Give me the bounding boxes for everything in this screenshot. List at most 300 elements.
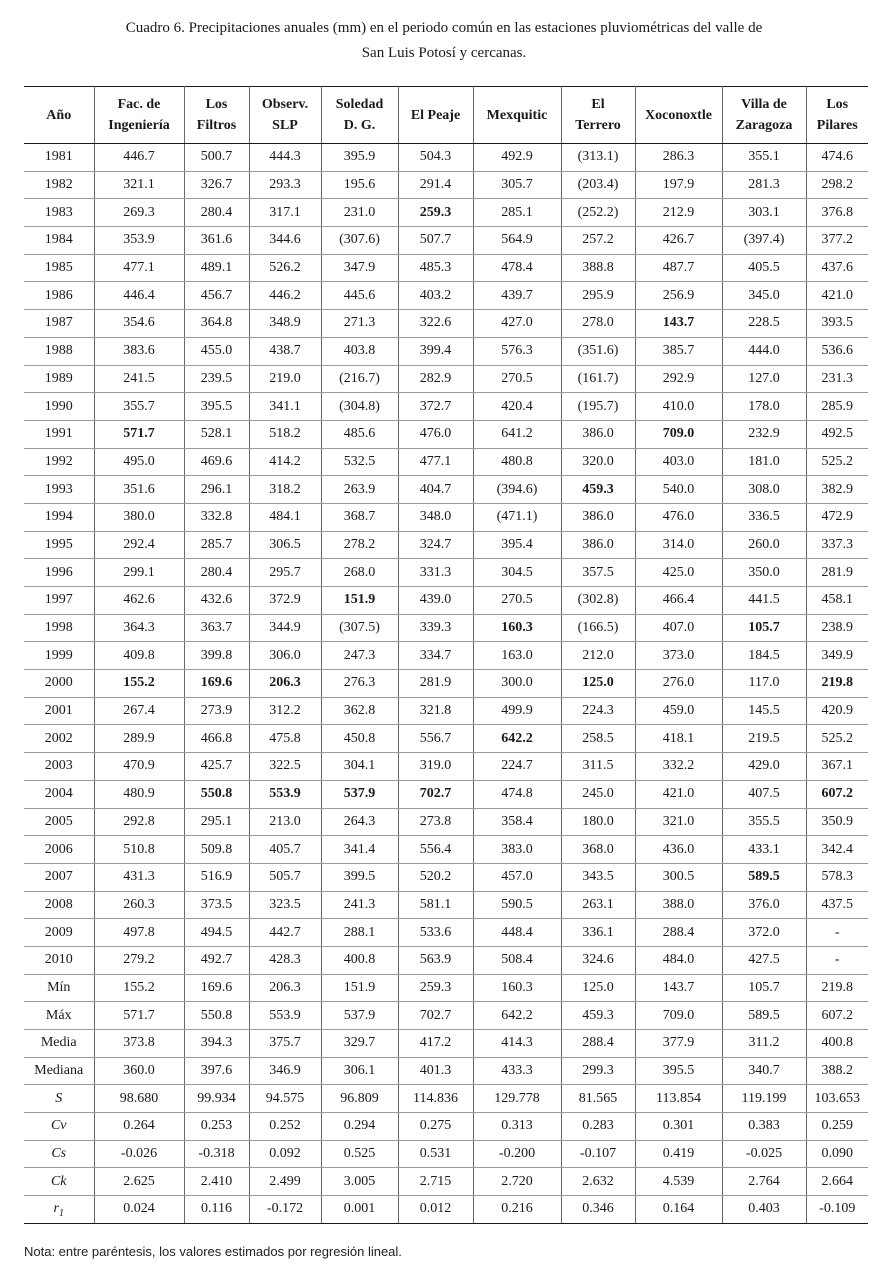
column-header-line: Año (46, 107, 72, 123)
data-cell: 0.275 (398, 1113, 473, 1141)
data-cell: 556.7 (398, 725, 473, 753)
data-cell: 537.9 (321, 780, 398, 808)
row-label-text: 2005 (44, 813, 73, 829)
data-cell: 344.6 (249, 227, 321, 255)
table-row (24, 1057, 868, 1085)
data-cell: 105.7 (722, 974, 806, 1002)
data-cell: 143.7 (635, 974, 722, 1002)
data-cell: 489.1 (184, 254, 249, 282)
data-cell: 472.9 (806, 503, 868, 531)
data-cell: 571.7 (94, 1002, 184, 1030)
data-cell: (307.5) (321, 614, 398, 642)
data-cell: 129.778 (473, 1085, 561, 1113)
data-cell: 401.3 (398, 1057, 473, 1085)
data-cell: 589.5 (722, 1002, 806, 1030)
row-label-text: 1993 (44, 481, 73, 497)
data-cell: 0.264 (94, 1113, 184, 1141)
data-cell: 363.7 (184, 614, 249, 642)
data-cell: 474.6 (806, 144, 868, 172)
table-row (24, 587, 868, 615)
data-cell: 281.9 (806, 559, 868, 587)
table-header-row (24, 87, 868, 144)
data-cell: 219.0 (249, 365, 321, 393)
row-label-text: Mediana (34, 1063, 84, 1079)
data-cell: 418.1 (635, 725, 722, 753)
row-label (24, 1113, 94, 1141)
data-cell: 0.403 (722, 1196, 806, 1224)
data-cell: 702.7 (398, 780, 473, 808)
data-cell: 388.0 (635, 891, 722, 919)
row-label-text: 1997 (44, 592, 73, 608)
data-cell: 474.8 (473, 780, 561, 808)
data-cell: 285.1 (473, 199, 561, 227)
table-row (24, 863, 868, 891)
data-cell: 2.720 (473, 1168, 561, 1196)
data-cell: 276.3 (321, 670, 398, 698)
data-cell: 480.8 (473, 448, 561, 476)
data-cell: 98.680 (94, 1085, 184, 1113)
data-cell: 314.0 (635, 531, 722, 559)
data-cell: 339.3 (398, 614, 473, 642)
data-cell: 281.9 (398, 670, 473, 698)
column-header-line: Ingeniería (108, 118, 170, 133)
data-cell: 439.7 (473, 282, 561, 310)
table-row (24, 310, 868, 338)
row-label-text: Cs (51, 1146, 67, 1162)
table-row (24, 780, 868, 808)
column-header-line: Xoconoxtle (645, 107, 712, 123)
data-cell: 351.6 (94, 476, 184, 504)
data-cell: 355.1 (722, 144, 806, 172)
table-row (24, 1030, 868, 1058)
data-cell: 260.0 (722, 531, 806, 559)
data-cell: 264.3 (321, 808, 398, 836)
table-row (24, 725, 868, 753)
data-cell: 403.0 (635, 448, 722, 476)
column-header-line: Observ. (261, 97, 309, 112)
data-cell: 354.6 (94, 310, 184, 338)
data-cell: 533.6 (398, 919, 473, 947)
row-label (24, 780, 94, 808)
row-label-text: 1990 (44, 398, 73, 414)
row-label (24, 310, 94, 338)
data-cell: -0.318 (184, 1140, 249, 1168)
row-label (24, 476, 94, 504)
column-header (635, 87, 722, 144)
column-header-line: El (591, 97, 605, 112)
data-cell: 291.4 (398, 171, 473, 199)
data-cell: 343.5 (561, 863, 635, 891)
data-cell: 525.2 (806, 448, 868, 476)
data-cell: 0.216 (473, 1196, 561, 1224)
data-cell: 337.3 (806, 531, 868, 559)
data-cell: 151.9 (321, 587, 398, 615)
data-cell: 373.5 (184, 891, 249, 919)
data-cell: 425.0 (635, 559, 722, 587)
data-cell: 607.2 (806, 1002, 868, 1030)
data-cell: 403.2 (398, 282, 473, 310)
row-label-text: 1999 (44, 647, 73, 663)
data-cell: 336.5 (722, 503, 806, 531)
column-header-line: Soledad (335, 97, 384, 112)
data-cell: 332.8 (184, 503, 249, 531)
data-cell: 433.3 (473, 1057, 561, 1085)
row-label-text: Ck (50, 1173, 67, 1189)
data-cell: 117.0 (722, 670, 806, 698)
data-cell: 231.3 (806, 365, 868, 393)
row-label (24, 144, 94, 172)
row-label-text: 1996 (44, 564, 73, 580)
data-cell: 0.164 (635, 1196, 722, 1224)
data-cell: 499.9 (473, 697, 561, 725)
data-cell: 456.7 (184, 282, 249, 310)
data-cell: 553.9 (249, 1002, 321, 1030)
data-cell: 2.715 (398, 1168, 473, 1196)
data-cell: 288.1 (321, 919, 398, 947)
data-cell: 556.4 (398, 836, 473, 864)
data-cell: 505.7 (249, 863, 321, 891)
data-cell: 445.6 (321, 282, 398, 310)
data-cell: 377.2 (806, 227, 868, 255)
data-cell: 213.0 (249, 808, 321, 836)
data-cell: 709.0 (635, 420, 722, 448)
row-label (24, 863, 94, 891)
row-label-text: 1989 (44, 370, 73, 386)
data-cell: 516.9 (184, 863, 249, 891)
data-cell: - (806, 946, 868, 974)
data-cell: 495.0 (94, 448, 184, 476)
data-cell: 321.8 (398, 697, 473, 725)
data-cell: 319.0 (398, 753, 473, 781)
data-cell: 279.2 (94, 946, 184, 974)
row-label (24, 1002, 94, 1030)
row-label-text: Mín (47, 979, 71, 995)
data-cell: 368.0 (561, 836, 635, 864)
data-cell: 263.9 (321, 476, 398, 504)
data-cell: 155.2 (94, 670, 184, 698)
data-cell: 280.4 (184, 559, 249, 587)
data-cell: 326.7 (184, 171, 249, 199)
row-label-text: 1992 (44, 453, 73, 469)
row-label (24, 725, 94, 753)
data-cell: 299.1 (94, 559, 184, 587)
data-cell: 536.6 (806, 337, 868, 365)
data-cell: 105.7 (722, 614, 806, 642)
row-label-text: 1981 (44, 149, 73, 165)
data-cell: 322.5 (249, 753, 321, 781)
data-cell: 457.0 (473, 863, 561, 891)
data-cell: (252.2) (561, 199, 635, 227)
row-label-text: r (53, 1200, 59, 1216)
table-row (24, 808, 868, 836)
data-cell: 160.3 (473, 974, 561, 1002)
data-cell: 0.024 (94, 1196, 184, 1224)
data-cell: 346.9 (249, 1057, 321, 1085)
data-cell: 355.5 (722, 808, 806, 836)
data-cell: (216.7) (321, 365, 398, 393)
data-cell: 329.7 (321, 1030, 398, 1058)
data-cell: 350.0 (722, 559, 806, 587)
data-cell: 267.4 (94, 697, 184, 725)
column-header-line: Los (205, 97, 228, 112)
row-label-text: 2008 (44, 896, 73, 912)
data-cell: 355.7 (94, 393, 184, 421)
row-label (24, 559, 94, 587)
data-cell: 311.2 (722, 1030, 806, 1058)
data-cell: 296.1 (184, 476, 249, 504)
table-row (24, 614, 868, 642)
table-row (24, 1140, 868, 1168)
data-cell: 127.0 (722, 365, 806, 393)
column-header-line: D. G. (343, 118, 376, 133)
data-cell: 397.6 (184, 1057, 249, 1085)
data-cell: 518.2 (249, 420, 321, 448)
data-cell: 228.5 (722, 310, 806, 338)
data-cell: 421.0 (635, 780, 722, 808)
data-cell: 247.3 (321, 642, 398, 670)
data-cell: 368.7 (321, 503, 398, 531)
data-cell: 257.2 (561, 227, 635, 255)
table-row (24, 974, 868, 1002)
table-row (24, 144, 868, 172)
row-label (24, 171, 94, 199)
row-label-subscript: 1 (58, 1207, 64, 1219)
data-cell: 219.5 (722, 725, 806, 753)
data-cell: 184.5 (722, 642, 806, 670)
data-cell: 311.5 (561, 753, 635, 781)
row-label (24, 365, 94, 393)
data-cell: 271.3 (321, 310, 398, 338)
data-cell: 285.7 (184, 531, 249, 559)
data-cell: 400.8 (321, 946, 398, 974)
data-cell: 377.9 (635, 1030, 722, 1058)
data-cell: 113.854 (635, 1085, 722, 1113)
data-cell: 263.1 (561, 891, 635, 919)
data-cell: 293.3 (249, 171, 321, 199)
data-cell: 239.5 (184, 365, 249, 393)
data-cell: 407.5 (722, 780, 806, 808)
data-cell: (166.5) (561, 614, 635, 642)
data-cell: 395.4 (473, 531, 561, 559)
table-row (24, 227, 868, 255)
table-row (24, 891, 868, 919)
data-cell: 295.1 (184, 808, 249, 836)
data-cell: 433.1 (722, 836, 806, 864)
data-cell: 219.8 (806, 974, 868, 1002)
data-cell: 431.3 (94, 863, 184, 891)
data-cell: 383.0 (473, 836, 561, 864)
data-cell: 550.8 (184, 780, 249, 808)
data-cell: 336.1 (561, 919, 635, 947)
row-label (24, 974, 94, 1002)
data-cell: 259.3 (398, 199, 473, 227)
data-cell: 702.7 (398, 1002, 473, 1030)
data-cell: 206.3 (249, 670, 321, 698)
data-cell: 219.8 (806, 670, 868, 698)
data-cell: 425.7 (184, 753, 249, 781)
data-cell: 300.0 (473, 670, 561, 698)
data-cell: 403.8 (321, 337, 398, 365)
data-cell: 525.2 (806, 725, 868, 753)
column-header (94, 87, 184, 144)
table-row (24, 393, 868, 421)
row-label-text: 2003 (44, 758, 73, 774)
row-label-text: 1991 (44, 426, 73, 442)
data-cell: 197.9 (635, 171, 722, 199)
data-cell: 362.8 (321, 697, 398, 725)
row-label (24, 1057, 94, 1085)
data-cell: 0.259 (806, 1113, 868, 1141)
data-cell: 462.6 (94, 587, 184, 615)
column-header-line: Terrero (575, 118, 621, 133)
data-cell: 342.4 (806, 836, 868, 864)
data-cell: 563.9 (398, 946, 473, 974)
data-cell: 383.6 (94, 337, 184, 365)
data-cell: 259.3 (398, 974, 473, 1002)
data-cell: 400.8 (806, 1030, 868, 1058)
data-cell: 0.092 (249, 1140, 321, 1168)
data-cell: 528.1 (184, 420, 249, 448)
data-cell: 410.0 (635, 393, 722, 421)
data-cell: 320.0 (561, 448, 635, 476)
data-cell: 485.6 (321, 420, 398, 448)
data-cell: 0.531 (398, 1140, 473, 1168)
row-label-text: 2009 (44, 924, 73, 940)
data-cell: 155.2 (94, 974, 184, 1002)
data-cell: 477.1 (94, 254, 184, 282)
row-label-text: 2002 (44, 730, 73, 746)
data-cell: 280.4 (184, 199, 249, 227)
data-cell: 163.0 (473, 642, 561, 670)
row-label (24, 614, 94, 642)
data-cell: 709.0 (635, 1002, 722, 1030)
data-cell: 485.3 (398, 254, 473, 282)
column-header-line: Villa de (741, 97, 787, 112)
row-label-text: Cv (50, 1118, 67, 1134)
data-cell: 231.0 (321, 199, 398, 227)
row-label (24, 448, 94, 476)
data-cell: 273.9 (184, 697, 249, 725)
data-cell: 466.4 (635, 587, 722, 615)
data-cell: 353.9 (94, 227, 184, 255)
row-label-text: 1983 (44, 204, 73, 220)
data-cell: 492.7 (184, 946, 249, 974)
data-cell: 360.0 (94, 1057, 184, 1085)
row-label-text: 1987 (44, 315, 73, 331)
data-cell: 125.0 (561, 670, 635, 698)
data-cell: 270.5 (473, 365, 561, 393)
data-cell: 344.9 (249, 614, 321, 642)
data-cell: 500.7 (184, 144, 249, 172)
row-label-text: 1984 (44, 232, 73, 248)
row-label (24, 503, 94, 531)
data-cell: 607.2 (806, 780, 868, 808)
table-row (24, 559, 868, 587)
data-cell: 576.3 (473, 337, 561, 365)
data-cell: 241.3 (321, 891, 398, 919)
column-header-line: Pilares (816, 118, 858, 133)
data-cell: 409.8 (94, 642, 184, 670)
data-cell: 119.199 (722, 1085, 806, 1113)
data-cell: 322.6 (398, 310, 473, 338)
data-cell: 282.9 (398, 365, 473, 393)
data-cell: 380.0 (94, 503, 184, 531)
data-cell: 3.005 (321, 1168, 398, 1196)
data-cell: 0.301 (635, 1113, 722, 1141)
table-row (24, 1002, 868, 1030)
row-label (24, 282, 94, 310)
column-header (321, 87, 398, 144)
row-label (24, 227, 94, 255)
data-cell: 550.8 (184, 1002, 249, 1030)
row-label (24, 1030, 94, 1058)
data-cell: 260.3 (94, 891, 184, 919)
data-cell: 399.8 (184, 642, 249, 670)
data-cell: 478.4 (473, 254, 561, 282)
row-label (24, 337, 94, 365)
data-cell: 2.664 (806, 1168, 868, 1196)
data-cell: 509.8 (184, 836, 249, 864)
table-row (24, 919, 868, 947)
data-cell: 578.3 (806, 863, 868, 891)
column-header (806, 87, 868, 144)
table-row (24, 476, 868, 504)
precipitation-table (24, 86, 868, 1224)
table-row (24, 1085, 868, 1113)
row-label (24, 254, 94, 282)
data-cell: 0.283 (561, 1113, 635, 1141)
data-cell: 151.9 (321, 974, 398, 1002)
row-label-text: 1982 (44, 177, 73, 193)
data-cell: 331.3 (398, 559, 473, 587)
data-cell: 446.7 (94, 144, 184, 172)
data-cell: 340.7 (722, 1057, 806, 1085)
data-cell: 270.5 (473, 587, 561, 615)
data-cell: 382.9 (806, 476, 868, 504)
table-row (24, 254, 868, 282)
data-cell: 0.346 (561, 1196, 635, 1224)
data-cell: 0.419 (635, 1140, 722, 1168)
data-cell: 420.9 (806, 697, 868, 725)
data-cell: 364.3 (94, 614, 184, 642)
data-cell: 395.5 (184, 393, 249, 421)
data-cell: 256.9 (635, 282, 722, 310)
data-cell: 553.9 (249, 780, 321, 808)
table-row (24, 1168, 868, 1196)
data-cell: 278.0 (561, 310, 635, 338)
data-cell: 388.2 (806, 1057, 868, 1085)
data-cell: 590.5 (473, 891, 561, 919)
row-label-text: Media (40, 1035, 77, 1051)
data-cell: 484.0 (635, 946, 722, 974)
data-cell: 427.5 (722, 946, 806, 974)
data-cell: 181.0 (722, 448, 806, 476)
table-row (24, 670, 868, 698)
data-cell: 388.8 (561, 254, 635, 282)
data-cell: (304.8) (321, 393, 398, 421)
data-cell: 494.5 (184, 919, 249, 947)
caption-line-2: San Luis Potosí y cercanas. (361, 45, 527, 61)
data-cell: 306.0 (249, 642, 321, 670)
data-cell: 459.0 (635, 697, 722, 725)
data-cell: 428.3 (249, 946, 321, 974)
data-cell: 334.7 (398, 642, 473, 670)
data-cell: (161.7) (561, 365, 635, 393)
data-cell: 312.2 (249, 697, 321, 725)
column-header-line: Mexquitic (486, 107, 548, 123)
data-cell: 224.7 (473, 753, 561, 781)
data-cell: 520.2 (398, 863, 473, 891)
